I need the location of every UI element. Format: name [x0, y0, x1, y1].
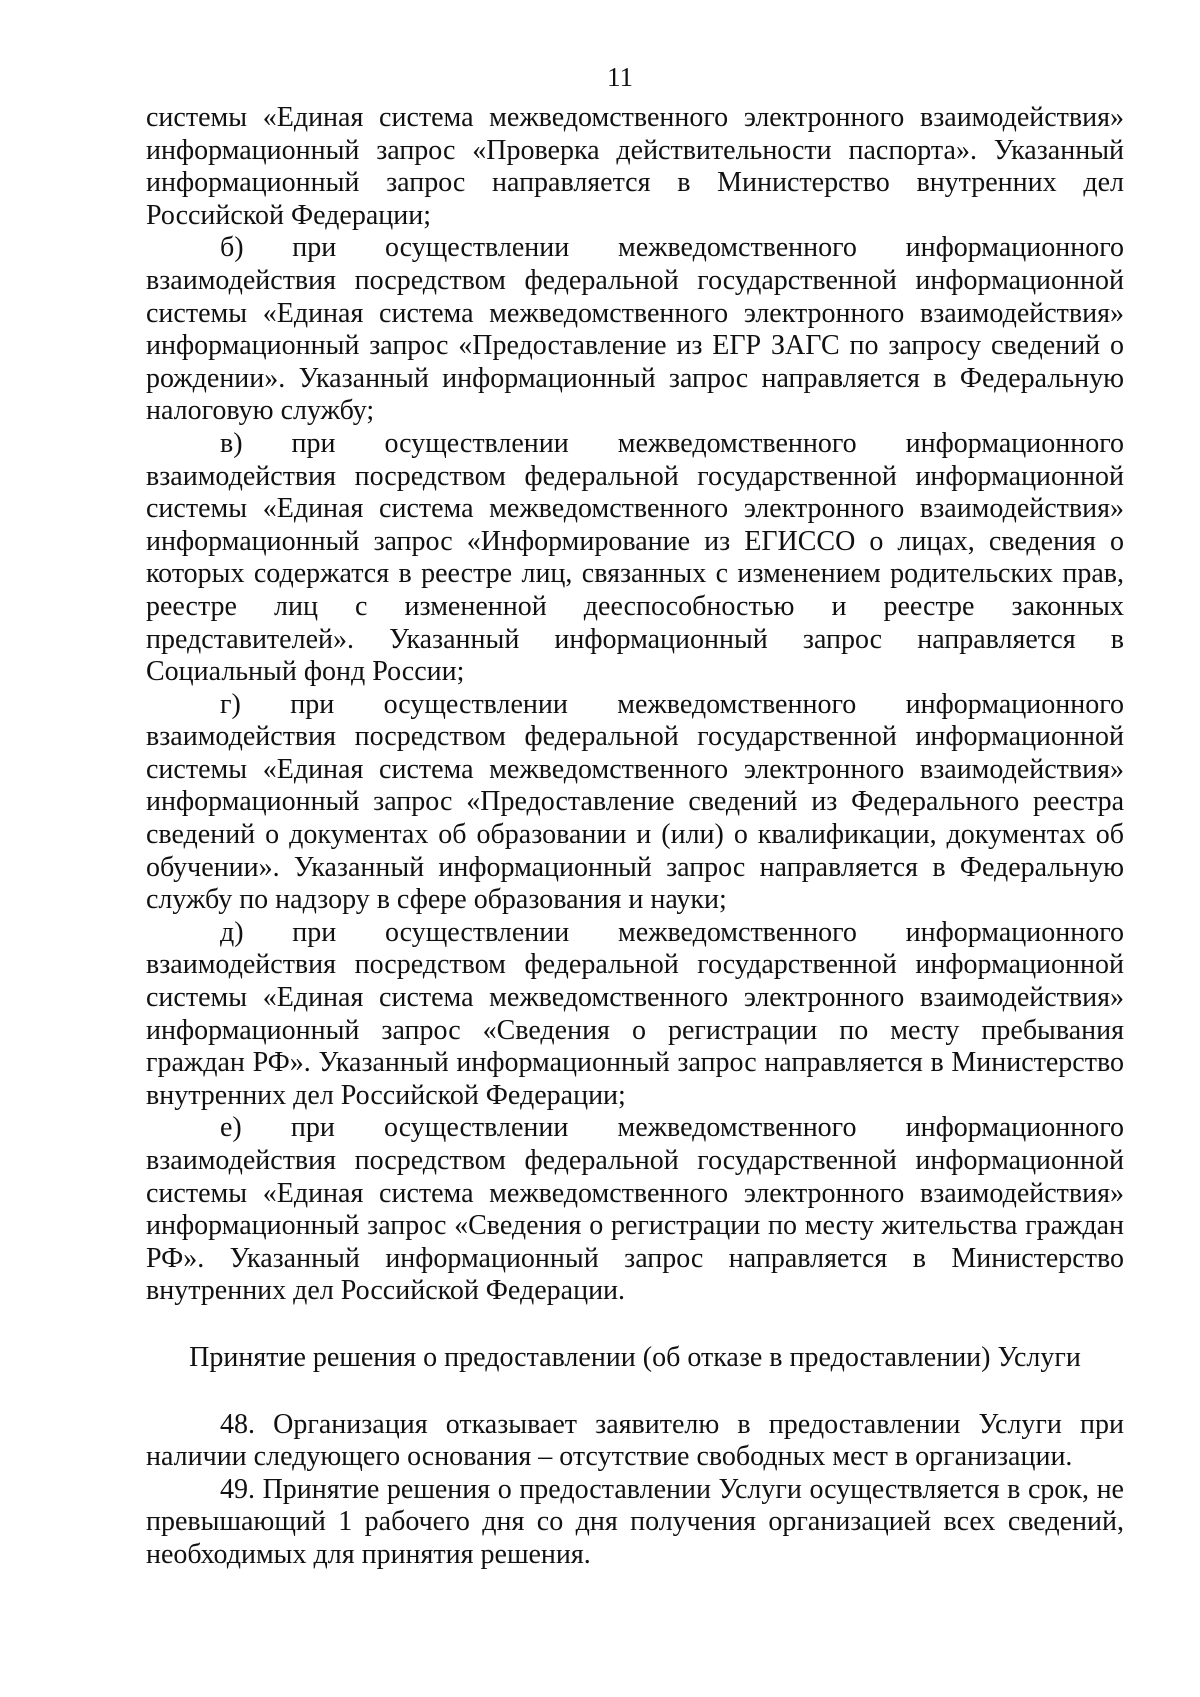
paragraph-item-e: е) при осуществлении межведомственного информационного взаимодействия посредством федеральной государственной информационной системы «Единая система межведомственного электронного взаимодействия» информационный запрос «Сведения о регистрации по месту жительства граждан РФ». Указанный информационный запрос направляется в Министерство внутренних дел Российской Федерации. [146, 1112, 1124, 1307]
paragraph-48: 48. Организация отказывает заявителю в предоставлении Услуги при наличии следующего основания – отсутствие свободных мест в организации. [146, 1408, 1124, 1473]
paragraph-item-d: д) при осуществлении межведомственного информационного взаимодействия посредством федеральной государственной информационной системы «Единая система межведомственного электронного взаимодействия» информационный запрос «Сведения о регистрации по месту пребывания граждан РФ». Указанный информационный запрос направляется в Министерство внутренних дел Российской Федерации; [146, 916, 1124, 1111]
document-page [146, 52, 1124, 1572]
section-heading: Принятие решения о предоставлении (об отказе в предоставлении) Услуги [189, 1341, 1081, 1373]
paragraph-item-g: г) при осуществлении межведомственного информационного взаимодействия посредством федеральной государственной информационной системы «Единая система межведомственного электронного взаимодействия» информационный запрос «Предоставление сведений из Федерального реестра сведений о документах об образовании и (или) о квалификации, документах об обучении». Указанный информационный запрос направляется в Федеральную службу по надзору в сфере образования и науки; [146, 688, 1124, 916]
paragraph-item-v: в) при осуществлении межведомственного информационного взаимодействия посредством федеральной государственной информационной системы «Единая система межведомственного электронного взаимодействия» информационный запрос «Информирование из ЕГИССО о лицах, сведения о которых содержатся в реестре лиц, связанных с изменением родительских прав, реестре лиц с измененной дееспособностью и реестре законных представителей». Указанный информационный запрос направляется в Социальный фонд России; [146, 427, 1124, 688]
page-number: 11 [607, 62, 633, 92]
paragraph-continuation: системы «Единая система межведомственного электронного взаимодействия» информационный запрос «Проверка действительности паспорта». Указанный информационный запрос направляется в Министерство внутренних дел Российской Федерации; [146, 102, 1124, 231]
paragraph-49: 49. Принятие решения о предоставлении Услуги осуществляется в срок, не превышающий 1 рабочего дня со дня получения организацией всех сведений, необходимых для принятия решения. [146, 1473, 1124, 1570]
paragraph-item-b: б) при осуществлении межведомственного информационного взаимодействия посредством федеральной государственной информационной системы «Единая система межведомственного электронного взаимодействия» информационный запрос «Предоставление из ЕГР ЗАГС по запросу сведений о рождении». Указанный информационный запрос направляется в Федеральную налоговую службу; [146, 232, 1124, 427]
